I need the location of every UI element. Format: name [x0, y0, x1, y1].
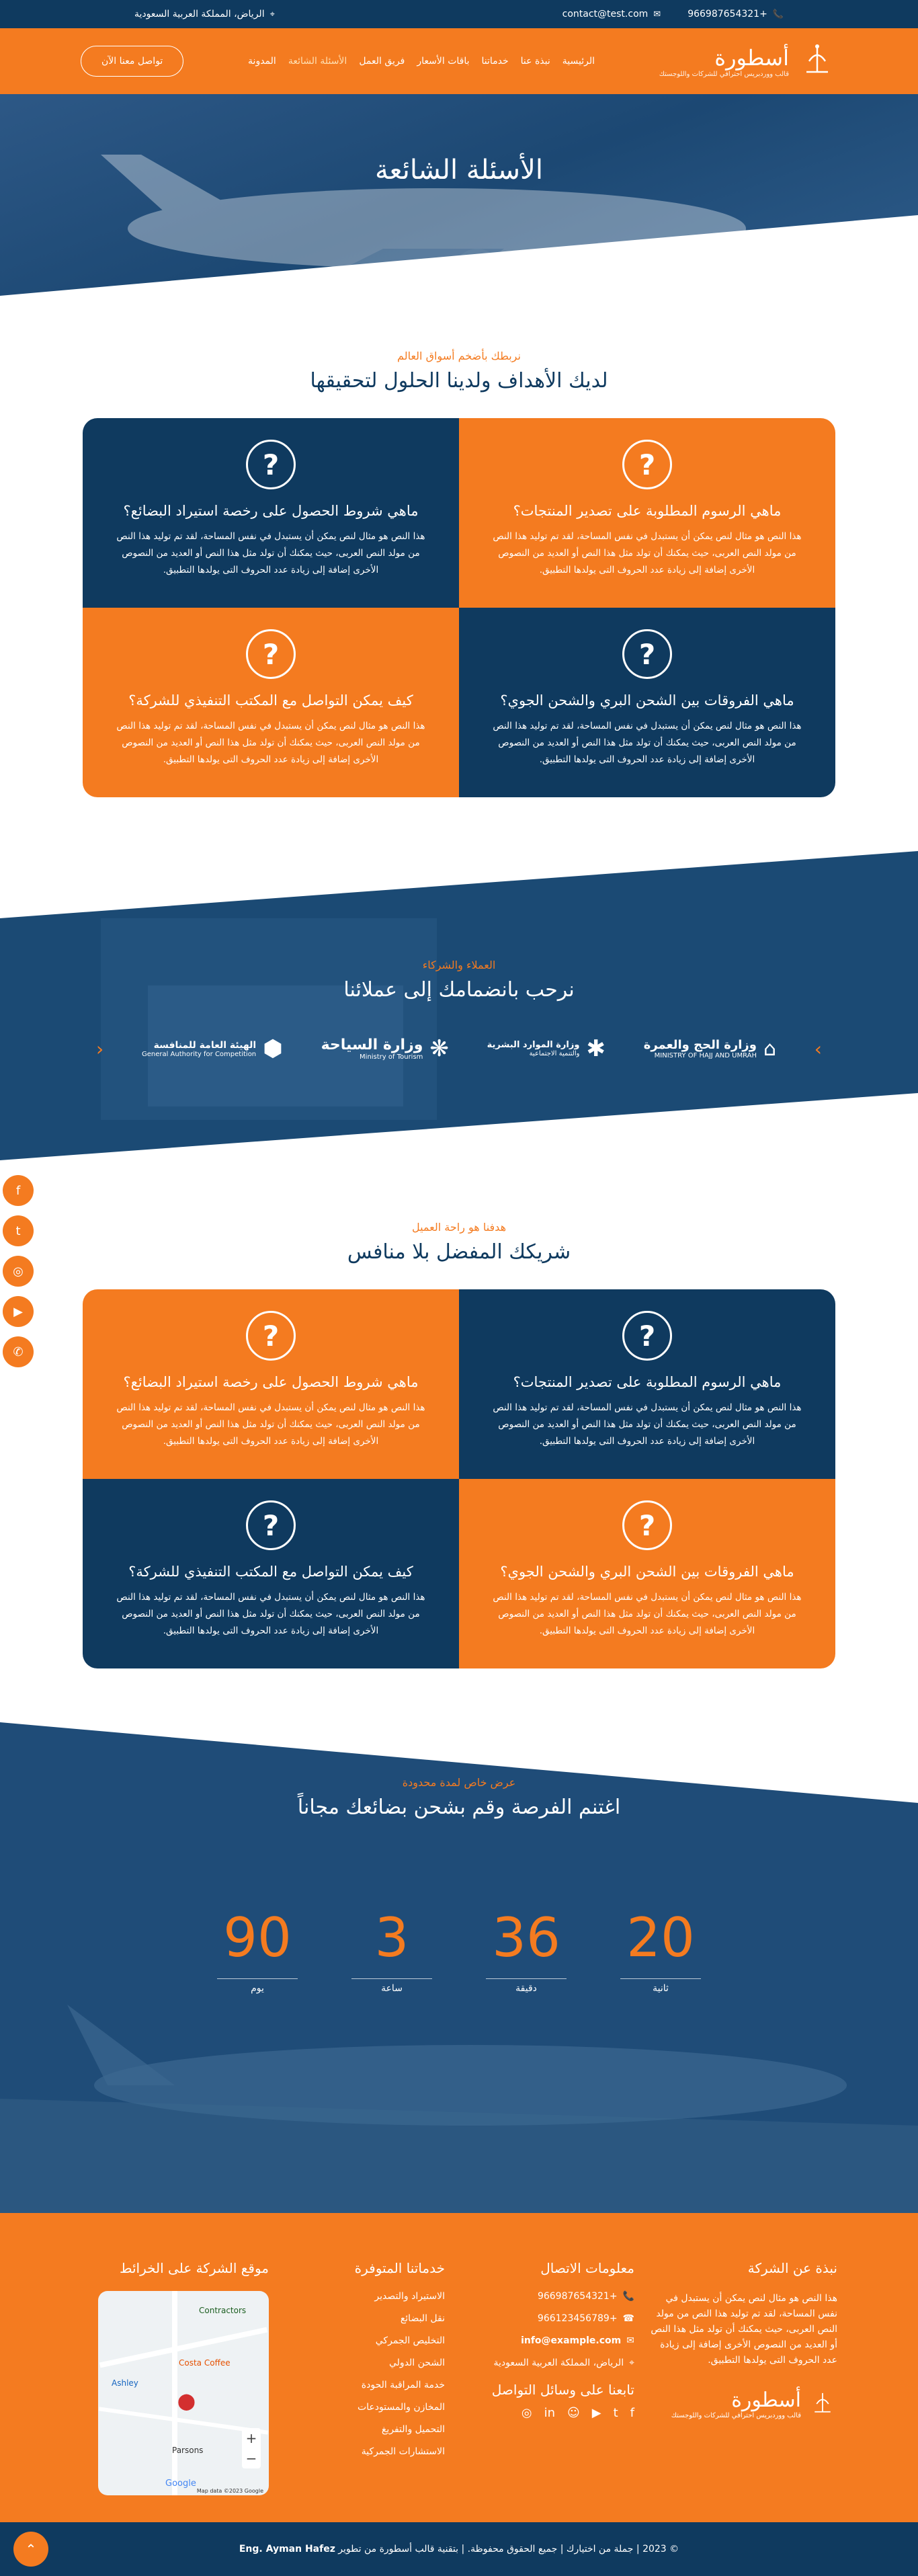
youtube-icon[interactable]: ▶ [591, 2406, 601, 2420]
footer-email[interactable]: ✉ info@example.com [521, 2335, 634, 2346]
question-mark-icon: ? [622, 1311, 672, 1361]
question-mark-icon: ? [246, 629, 296, 679]
question-mark-icon: ? [246, 1500, 296, 1550]
zoom-out-button[interactable]: − [245, 2450, 257, 2466]
faq-answer: هذا النص هو مثال لنص يمكن أن يستبدل في نفس المساحة، لقد تم توليد هذا النص من مولد النص العربى، حيث يمكنك أن تولد مثل هذا النص أو العديد من النصوص الأخرى إضافة إلى زيادة عدد الحروف التى يولدها التطبيق. [493, 1592, 802, 1636]
footer-logo[interactable]: أسطورة قالب ووردبريس احترافي للشركات واللوجستك [649, 2388, 837, 2419]
faq2-title: شريكك المفضل بلا منافس [347, 1240, 571, 1264]
faq-answer: هذا النص هو مثال لنص يمكن أن يستبدل في نفس المساحة، لقد تم توليد هذا النص من مولد النص العربى، حيث يمكنك أن تولد مثل هذا النص أو العديد من النصوص الأخرى إضافة إلى زيادة عدد الحروف التى يولدها التطبيق. [116, 1402, 425, 1447]
mail-icon: ✉ [653, 9, 661, 19]
footer-service-link[interactable]: المخازن والمستودعات [357, 2402, 445, 2413]
zoom-in-button[interactable]: + [245, 2430, 257, 2446]
faq-question: ماهي الفروقات بين الشحن البري والشحن الجوي؟ [500, 1564, 794, 1580]
logo-mark-icon [808, 2389, 837, 2419]
question-mark-icon: ? [622, 629, 672, 679]
faq-question: ماهي الرسوم المطلوبة على تصدير المنتجات؟ [513, 503, 782, 519]
footer-phone-2[interactable]: ☎ +966123456789 [537, 2313, 634, 2324]
footer-service-link[interactable]: التحميل والتفريغ [381, 2424, 445, 2435]
countdown-days: 90 يوم [217, 1906, 298, 1994]
offer-section [0, 1722, 918, 2213]
twitter-icon[interactable]: t [613, 2406, 618, 2420]
faq-section-1 [0, 296, 918, 844]
question-mark-icon: ? [246, 440, 296, 489]
logo-mark-icon [797, 41, 837, 81]
topbar-email[interactable]: ✉ contact@test.com [562, 9, 661, 19]
partner-logo-tourism[interactable]: ❋ وزارة السياحة Ministry of Tourism [321, 1035, 449, 1062]
faq-answer: هذا النص هو مثال لنص يمكن أن يستبدل في نفس المساحة، لقد تم توليد هذا النص من مولد النص العربى، حيث يمكنك أن تولد مثل هذا النص أو العديد من النصوص الأخرى إضافة إلى زيادة عدد الحروف التى يولدها التطبيق. [116, 721, 425, 765]
youtube-icon[interactable]: ▶ [3, 1296, 34, 1327]
faq-card[interactable] [83, 608, 459, 797]
fax-icon: ☎ [622, 2313, 634, 2324]
main-nav [0, 28, 918, 94]
footer-social [460, 2406, 634, 2420]
location-pin-icon: ⌖ [629, 2358, 634, 2368]
faq-answer: هذا النص هو مثال لنص يمكن أن يستبدل في نفس المساحة، لقد تم توليد هذا النص من مولد النص العربى، حيث يمكنك أن تولد مثل هذا النص أو العديد من النصوص الأخرى إضافة إلى زيادة عدد الحروف التى يولدها التطبيق. [116, 1592, 425, 1636]
facebook-icon[interactable]: f [3, 1175, 34, 1206]
instagram-icon[interactable]: ◎ [3, 1256, 34, 1287]
footer-contact: معلومات الاتصال 📞 +966987654321 ☎ +966123456789 ✉ info@example.com ⌖ الرياض، المملكة العربية السعودية تابعنا على وسائل التواصل f t ▶ ☺ in ◎ [460, 2260, 634, 2495]
nav-item-blog[interactable]: المدونة [248, 56, 276, 67]
top-bar [0, 0, 918, 28]
partners-section [0, 851, 918, 1160]
faq-card[interactable] [83, 418, 459, 608]
partner-logo-hajj[interactable]: ⌂ وزارة الحج والعمرة MINISTRY OF HAJJ AND UMRAH [643, 1037, 777, 1061]
footer-service-link[interactable]: خدمة المراقبة الحودة [361, 2380, 445, 2390]
hero-banner [0, 94, 918, 296]
countdown-timer [0, 1906, 918, 1994]
nav-item-pricing[interactable]: باقات الأسعار [417, 56, 470, 67]
footer-services: خدماتنا المتوفرة الاستيراد والتصدير نقل البضائع التخليص الجمركي الشحن الدولي خدمة المراقبة الحودة المخازن والمستودعات التحميل والتفريغ الاستشارات الجمركية [354, 2260, 445, 2457]
twitter-icon[interactable]: t [3, 1215, 34, 1246]
faq-question: كيف يمكن التواصل مع المكتب التنفيذي للشركة؟ [128, 692, 413, 709]
hajj-emblem-icon: ⌂ [763, 1037, 777, 1061]
google-logo: Google [165, 2479, 196, 2489]
palm-emblem-icon: ✱ [586, 1035, 606, 1062]
mail-icon: ✉ [626, 2335, 634, 2346]
competition-emblem-icon: ⬢ [263, 1035, 283, 1062]
topbar-location: ⌖ الرياض، المملكة العربية السعودية [134, 9, 275, 19]
faq-question: ماهي شروط الحصول على رخصة استيراد البضائع؟ [123, 503, 419, 519]
facebook-icon[interactable]: f [630, 2406, 634, 2420]
footer-phone-1[interactable]: 📞 +966987654321 [537, 2291, 634, 2302]
brand-name: أسطورة [714, 44, 789, 71]
question-mark-icon: ? [622, 440, 672, 489]
footer-address: ⌖ الرياض، المملكة العربية السعودية [493, 2358, 634, 2368]
copyright-text: © 2023 | جملة من اختيارك | جميع الحقوق محفوظة. | بتقنية قالب أسطورة من تطوير [338, 2544, 679, 2554]
offer-title: اغتنم الفرصة وقم بشحن بضائعك مجاناً [297, 1796, 621, 1819]
faq-card[interactable] [459, 608, 835, 797]
faq-question: ماهي الفروقات بين الشحن البري والشحن الجوي؟ [500, 692, 794, 709]
faq-card[interactable] [83, 1289, 459, 1479]
faq-answer: هذا النص هو مثال لنص يمكن أن يستبدل في نفس المساحة، لقد تم توليد هذا النص من مولد النص العربى، حيث يمكنك أن تولد مثل هذا النص أو العديد من النصوص الأخرى إضافة إلى زيادة عدد الحروف التى يولدها التطبيق. [493, 721, 802, 765]
contact-now-button[interactable]: تواصل معنا الآن [81, 46, 183, 77]
nav-item-about[interactable]: نبذة عنا [520, 56, 550, 67]
question-mark-icon: ? [246, 1311, 296, 1361]
faq-answer: هذا النص هو مثال لنص يمكن أن يستبدل في نفس المساحة، لقد تم توليد هذا النص من مولد النص العربى، حيث يمكنك أن تولد مثل هذا النص أو العديد من النصوص الأخرى إضافة إلى زيادة عدد الحروف التى يولدها التطبيق. [493, 531, 802, 575]
footer-service-link[interactable]: الاستيراد والتصدير [374, 2291, 445, 2302]
location-pin-icon: ⌖ [269, 9, 275, 19]
instagram-icon[interactable]: ◎ [521, 2406, 532, 2420]
footer-service-link[interactable]: الشحن الدولي [389, 2358, 445, 2368]
faq1-grid [83, 418, 835, 797]
faq-answer: هذا النص هو مثال لنص يمكن أن يستبدل في نفس المساحة، لقد تم توليد هذا النص من مولد النص العربى، حيث يمكنك أن تولد مثل هذا النص أو العديد من النصوص الأخرى إضافة إلى زيادة عدد الحروف التى يولدها التطبيق. [116, 531, 425, 575]
page-title: الأسئلة الشائعة [375, 155, 543, 186]
phone-icon: 📞 [772, 9, 784, 19]
faq-question: كيف يمكن التواصل مع المكتب التنفيذي للشركة؟ [128, 1564, 413, 1580]
faq-question: ماهي شروط الحصول على رخصة استيراد البضائع؟ [123, 1374, 419, 1390]
embedded-map[interactable]: Contractors Costa Coffee Ashley Parsons ⬤ + − Google Map data ©2023 Google [98, 2291, 269, 2495]
whatsapp-icon[interactable]: ✆ [3, 1336, 34, 1367]
countdown-hours: 3 ساعة [351, 1906, 432, 1994]
countdown-seconds: 20 ثانية [620, 1906, 701, 1994]
footer-service-link[interactable]: الاستشارات الجمركية [361, 2446, 445, 2457]
partner-logo-hr[interactable]: ✱ وزارة الموارد البشرية والتنمية الاجتماعية [487, 1035, 606, 1062]
faq-question: ماهي الرسوم المطلوبة على تصدير المنتجات؟ [513, 1374, 782, 1390]
snapchat-icon[interactable]: ☺ [567, 2406, 580, 2420]
faq-answer: هذا النص هو مثال لنص يمكن أن يستبدل في نفس المساحة، لقد تم توليد هذا النص من مولد النص العربى، حيث يمكنك أن تولد مثل هذا النص أو العديد من النصوص الأخرى إضافة إلى زيادة عدد الحروف التى يولدها التطبيق. [493, 1402, 802, 1447]
faq-card[interactable] [83, 1479, 459, 1668]
nav-item-home[interactable]: الرئيسية [562, 56, 595, 67]
tourism-emblem-icon: ❋ [429, 1035, 449, 1062]
faq-card[interactable] [459, 1289, 835, 1479]
map-zoom-controls [242, 2428, 261, 2468]
faq2-grid [83, 1289, 835, 1668]
partners-subtitle: العملاء والشركاء [422, 959, 496, 971]
nav-item-team[interactable]: فريق العمل [359, 56, 405, 67]
brand-tagline: قالب ووردبريس احترافي للشركات واللوجستك [659, 70, 789, 78]
footer-map: موقع الشركة على الخرائط Contractors Costa Coffee Ashley Parsons ⬤ + − Google Map data ©2023 Google [81, 2260, 269, 2495]
hero-slant-divider [0, 94, 918, 296]
countdown-minutes: 36 دقيقة [486, 1906, 567, 1994]
chevron-right-icon[interactable]: › [814, 1037, 822, 1060]
nav-menu [248, 56, 595, 67]
chevron-left-icon[interactable]: ‹ [96, 1037, 104, 1060]
double-chevron-up-icon: ⌃ [25, 2541, 37, 2557]
footer [0, 2213, 918, 2522]
faq2-subtitle: هدفنا هو راحة العميل [411, 1221, 507, 1234]
footer-service-link[interactable]: نقل البضائع [400, 2313, 445, 2324]
partner-logo-competition[interactable]: ⬢ الهيئة العامة للمنافسة General Authority for Competition [141, 1035, 283, 1062]
faq-card[interactable] [459, 1479, 835, 1668]
faq1-title: لديك الأهداف ولدينا الحلول لتحقيقها [310, 369, 608, 393]
offer-subtitle: عرض خاص لمدة محدودة [402, 1776, 516, 1789]
topbar-phone[interactable]: 📞 +966987654321 [687, 9, 784, 19]
linkedin-icon[interactable]: in [544, 2406, 555, 2420]
scroll-top-button[interactable] [13, 2532, 48, 2567]
faq-card[interactable] [459, 418, 835, 608]
nav-item-faq[interactable]: الأسئلة الشائعة [288, 56, 347, 67]
faq1-subtitle: نربطك بأضخم أسواق العالم [397, 350, 521, 362]
footer-about: نبذة عن الشركة هذا النص هو مثال لنص يمكن أن يستبدل في نفس المساحة، لقد تم توليد هذا النص من مولد النص العربى، حيث يمكنك أن تولد مثل هذا النص أو العديد من النصوص الأخرى إضافة إلى زيادة عدد الحروف التى يولدها التطبيق. أسطورة قالب ووردبريس احترافي للشركات واللوجستك [649, 2260, 837, 2495]
brand-logo[interactable] [659, 41, 837, 81]
partners-carousel [83, 1035, 835, 1062]
map-marker-icon: ⬤ [177, 2392, 196, 2411]
phone-icon: 📞 [622, 2291, 634, 2302]
faq-section-2 [0, 1160, 918, 1716]
question-mark-icon: ? [622, 1500, 672, 1550]
nav-item-services[interactable]: خدماتنا [481, 56, 509, 67]
partners-title: نرحب بانضمامك إلى عملائنا [343, 978, 575, 1002]
copyright-bar [0, 2522, 918, 2576]
floating-social-bar [3, 1175, 34, 1367]
footer-service-link[interactable]: التخليص الجمركي [375, 2335, 445, 2346]
developer-credit[interactable]: Eng. Ayman Hafez [239, 2544, 335, 2554]
